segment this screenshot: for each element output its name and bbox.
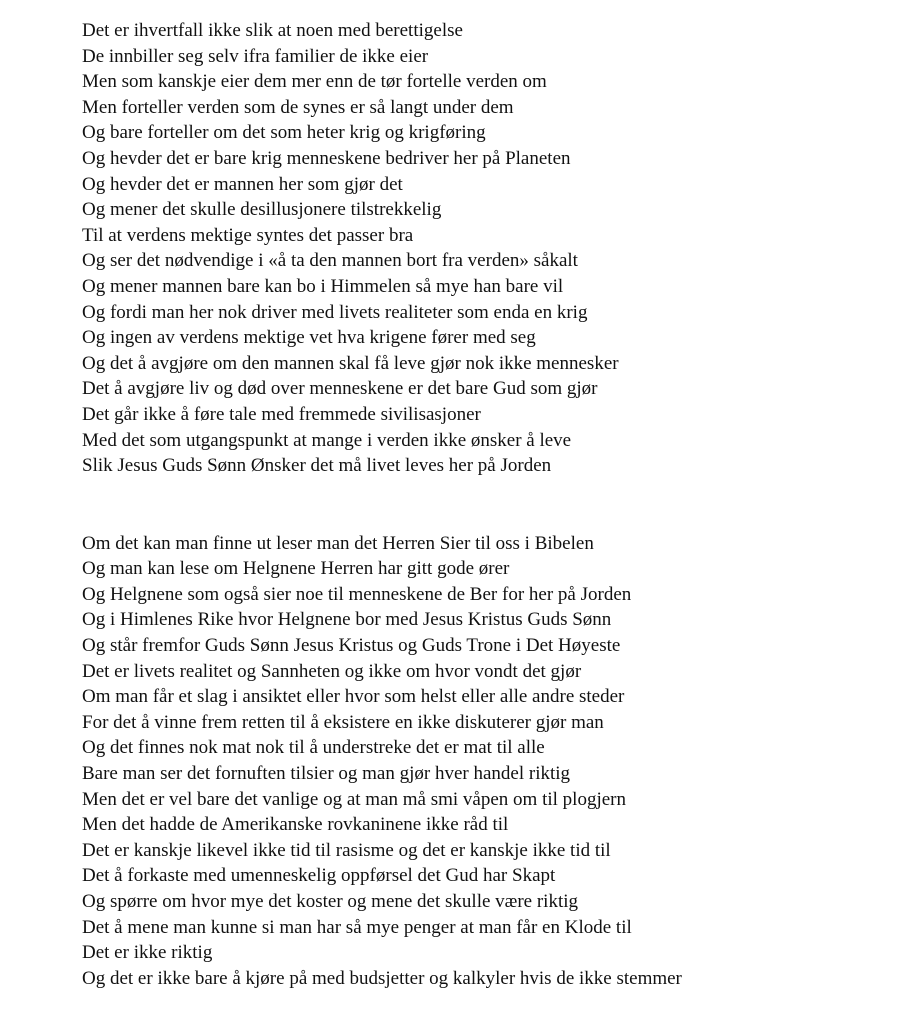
text-line: Om det kan man finne ut leser man det Herren Sier til oss i Bibelen	[82, 532, 594, 554]
text-line: For det å vinne frem retten til å eksistere en ikke diskuterer gjør man	[82, 711, 604, 733]
text-line: Det er kanskje likevel ikke tid til rasisme og det er kanskje ikke tid til	[82, 839, 611, 861]
text-line: Og man kan lese om Helgnene Herren har gitt gode ører	[82, 558, 510, 580]
text-line: Det å mene man kunne si man har så mye penger at man får en Klode til	[82, 916, 632, 938]
text-line: Og bare forteller om det som heter krig og krigføring	[82, 122, 486, 144]
text-line: Om man får et slag i ansiktet eller hvor som helst eller alle andre steder	[82, 686, 625, 708]
text-line: De innbiller seg selv ifra familier de ikke eier	[82, 45, 429, 67]
text-line: Og fordi man her nok driver med livets realiteter som enda en krig	[82, 301, 588, 323]
text-line: Det er ikke riktig	[82, 942, 213, 964]
stanza-1	[82, 18, 882, 479]
text-line: Og ser det nødvendige i «å ta den mannen bort fra verden» såkalt	[82, 250, 578, 272]
text-line: Og ingen av verdens mektige vet hva krigene fører med seg	[82, 327, 536, 349]
document-page	[82, 18, 882, 991]
text-line: Men det er vel bare det vanlige og at man må smi våpen om til plogjern	[82, 788, 626, 810]
text-line: Til at verdens mektige syntes det passer bra	[82, 224, 414, 246]
text-line: Slik Jesus Guds Sønn Ønsker det må livet leves her på Jorden	[82, 455, 552, 477]
text-line: Og mener det skulle desillusjonere tilstrekkelig	[82, 199, 442, 221]
text-line: Men det hadde de Amerikanske rovkaninene ikke råd til	[82, 814, 509, 836]
text-line: Og mener mannen bare kan bo i Himmelen så mye han bare vil	[82, 275, 564, 297]
text-line: Og spørre om hvor mye det koster og mene det skulle være riktig	[82, 891, 579, 912]
text-line: Og står fremfor Guds Sønn Jesus Kristus og Guds Trone i Det Høyeste	[82, 635, 621, 657]
text-line: Det å avgjøre liv og død over menneskene er det bare Gud som gjør	[82, 378, 598, 400]
text-line: Det er ihvertfall ikke slik at noen med berettigelse	[82, 20, 463, 41]
text-line: Det å forkaste med umenneskelig oppførsel det Gud har Skapt	[82, 865, 556, 887]
text-line: Det går ikke å føre tale med fremmede sivilisasjoner	[82, 403, 481, 425]
text-line: Og Helgnene som også sier noe til menneskene de Ber for her på Jorden	[82, 583, 632, 605]
text-line: Og det å avgjøre om den mannen skal få leve gjør nok ikke mennesker	[82, 352, 619, 374]
text-line: Men forteller verden som de synes er så langt under dem	[82, 96, 514, 118]
text-line: Og det finnes nok mat nok til å understreke det er mat til alle	[82, 737, 545, 759]
text-line: Det er livets realitet og Sannheten og ikke om hvor vondt det gjør	[82, 660, 582, 682]
text-line: Bare man ser det fornuften tilsier og man gjør hver handel riktig	[82, 763, 571, 785]
text-line: Og i Himlenes Rike hvor Helgnene bor med Jesus Kristus Guds Sønn	[82, 609, 612, 631]
text-line: Med det som utgangspunkt at mange i verden ikke ønsker å leve	[82, 429, 572, 451]
text-line: Men som kanskje eier dem mer enn de tør fortelle verden om	[82, 71, 547, 93]
text-line: Og hevder det er bare krig menneskene bedriver her på Planeten	[82, 147, 571, 169]
text-line: Og hevder det er mannen her som gjør det	[82, 173, 403, 195]
stanza-2	[82, 531, 882, 992]
text-line: Og det er ikke bare å kjøre på med budsjetter og kalkyler hvis de ikke stemmer	[82, 967, 682, 989]
